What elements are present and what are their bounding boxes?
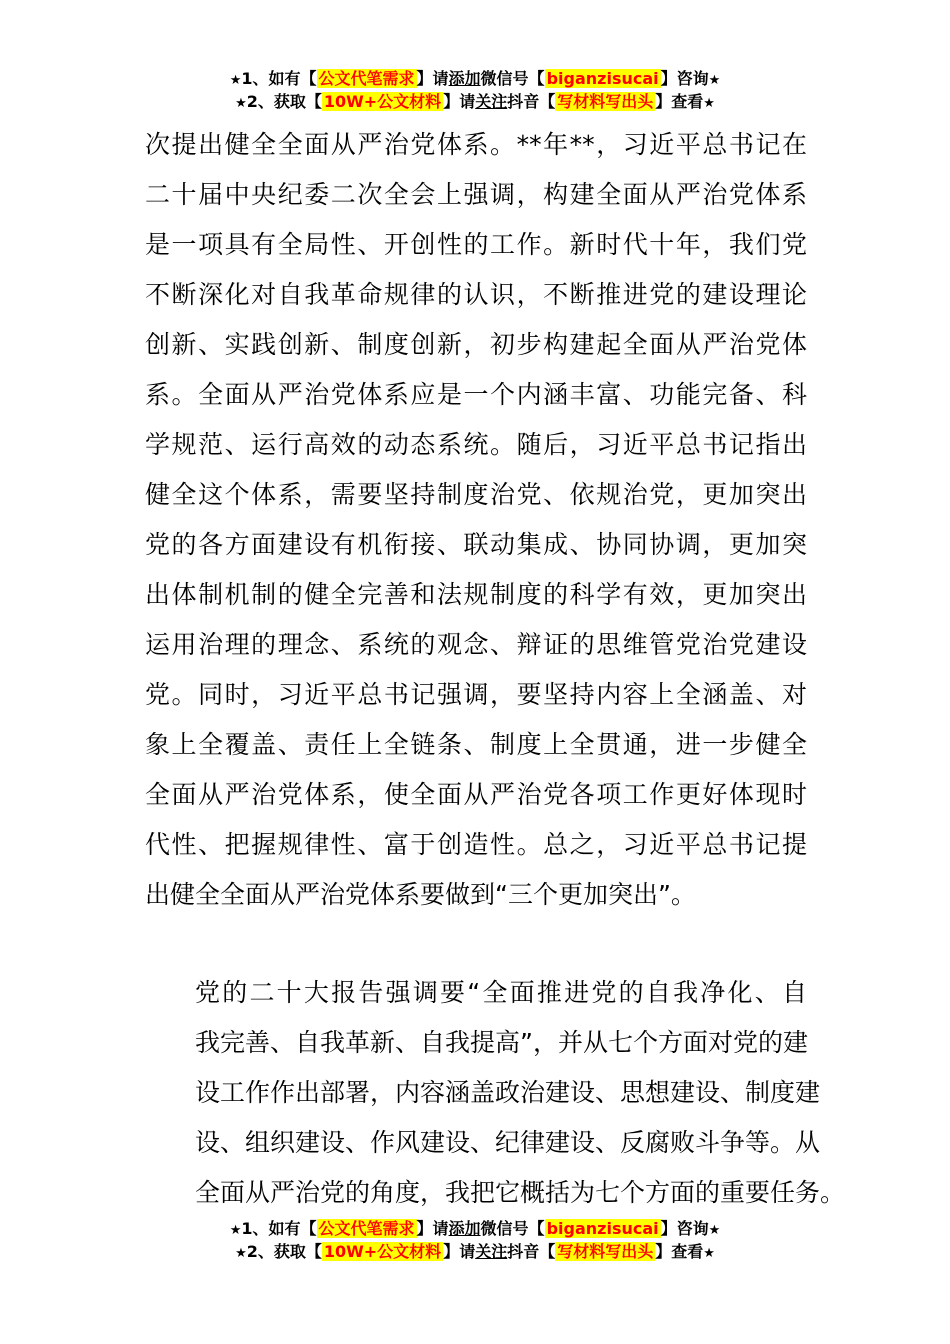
text-line: 不断深化对自我革命规律的认识，不断推进党的建设理论 xyxy=(145,280,807,309)
banner-text: 1、如有【 xyxy=(241,69,317,88)
text-line: 学规范、运行高效的动态系统。随后，习近平总书记指出 xyxy=(145,430,807,459)
text-line: 党。同时，习近平总书记强调，要坚持内容上全涵盖、对 xyxy=(145,680,807,709)
banner-text: 2、获取【 xyxy=(246,1242,322,1261)
banner-text: 】请 xyxy=(416,1219,449,1238)
banner-text: 抖音【 xyxy=(507,1242,556,1261)
text-line: 系。全面从严治党体系应是一个内涵丰富、功能完备、科 xyxy=(145,380,807,409)
highlight-douyin: 写材料写出头 xyxy=(557,1242,654,1261)
banner-line-2 xyxy=(0,91,950,114)
banner-line-1 xyxy=(0,68,950,91)
banner-text: 】咨询 xyxy=(660,69,709,88)
banner-line-1 xyxy=(0,1218,950,1241)
footer-banner xyxy=(0,1218,950,1264)
text-line: 二十届中央纪委二次全会上强调，构建全面从严治党体系 xyxy=(145,180,807,209)
star-icon: ★ xyxy=(235,96,247,111)
star-icon: ★ xyxy=(703,1246,715,1261)
banner-text: 2、获取【 xyxy=(246,92,322,111)
text-line: 次提出健全全面从严治党体系。**年**，习近平总书记在 xyxy=(145,130,807,159)
banner-line-2 xyxy=(0,1241,950,1264)
star-icon: ★ xyxy=(708,1223,721,1238)
text-line: 全面从严治党的角度，我把它概括为七个方面的重要任务。 xyxy=(195,1178,846,1207)
banner-underlined: 添加 xyxy=(448,69,481,88)
banner-underlined: 关注 xyxy=(475,1242,508,1261)
star-icon: ★ xyxy=(708,73,721,88)
banner-text: 】查看 xyxy=(655,92,704,111)
text-line: 健全这个体系，需要坚持制度治党、依规治党，更加突出 xyxy=(145,480,807,509)
banner-text: 抖音【 xyxy=(507,92,556,111)
banner-text: 1、如有【 xyxy=(241,1219,317,1238)
text-line: 运用治理的理念、系统的观念、辩证的思维管党治党建设 xyxy=(145,630,807,659)
text-line: 出健全全面从严治党体系要做到“三个更加突出”。 xyxy=(145,880,696,909)
star-icon: ★ xyxy=(703,96,715,111)
text-line: 全面从严治党体系，使全面从严治党各项工作更好体现时 xyxy=(145,780,807,809)
paragraph-2 xyxy=(145,968,846,1218)
highlight-service: 公文代笔需求 xyxy=(318,1219,415,1238)
text-line: 设工作作出部署，内容涵盖政治建设、思想建设、制度建 xyxy=(195,1078,821,1107)
banner-underlined: 添加 xyxy=(448,1219,481,1238)
banner-text: 微信号【 xyxy=(480,1219,545,1238)
header-banner xyxy=(0,68,950,114)
banner-text: 】查看 xyxy=(655,1242,704,1261)
star-icon: ★ xyxy=(229,1223,242,1238)
text-line: 我完善、自我革新、自我提高”，并从七个方面对党的建 xyxy=(195,1028,808,1057)
text-line: 出体制机制的健全完善和法规制度的科学有效，更加突出 xyxy=(145,580,807,609)
highlight-service: 公文代笔需求 xyxy=(318,69,415,88)
highlight-wechat-id: biganzisucai xyxy=(546,1219,659,1238)
text-line: 党的各方面建设有机衔接、联动集成、协同协调，更加突 xyxy=(145,530,807,559)
text-line: 创新、实践创新、制度创新，初步构建起全面从严治党体 xyxy=(145,330,807,359)
star-icon: ★ xyxy=(235,1246,247,1261)
banner-underlined: 关注 xyxy=(475,92,508,111)
text-line: 是一项具有全局性、开创性的工作。新时代十年，我们党 xyxy=(145,230,807,259)
highlight-wechat-id: biganzisucai xyxy=(546,69,659,88)
text-line: 设、组织建设、作风建设、纪律建设、反腐败斗争等。从 xyxy=(195,1128,821,1157)
banner-text: 微信号【 xyxy=(480,69,545,88)
highlight-materials: 10W+公文材料 xyxy=(323,92,442,111)
banner-text: 】请 xyxy=(443,92,476,111)
text-line: 代性、把握规律性、富于创造性。总之，习近平总书记提 xyxy=(145,830,807,859)
banner-text: 】请 xyxy=(416,69,449,88)
star-icon: ★ xyxy=(229,73,242,88)
paragraph-1 xyxy=(145,120,807,920)
highlight-douyin: 写材料写出头 xyxy=(557,92,654,111)
banner-text: 】请 xyxy=(443,1242,476,1261)
text-line: 党的二十大报告强调要“全面推进党的自我净化、自 xyxy=(195,978,807,1007)
text-line: 象上全覆盖、责任上全链条、制度上全贯通，进一步健全 xyxy=(145,730,807,759)
highlight-materials: 10W+公文材料 xyxy=(323,1242,442,1261)
banner-text: 】咨询 xyxy=(660,1219,709,1238)
